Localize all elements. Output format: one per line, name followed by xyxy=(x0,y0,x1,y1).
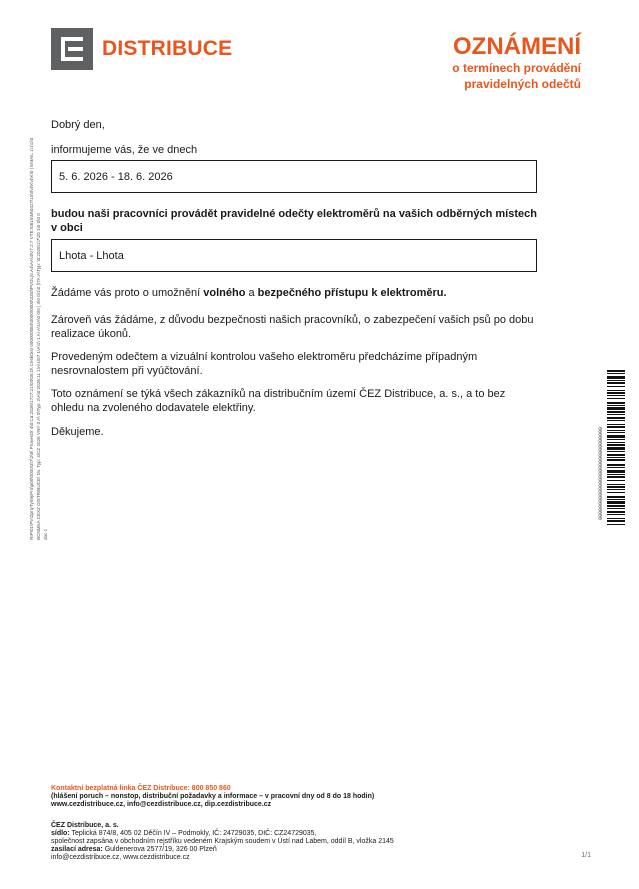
barcode-bar xyxy=(607,398,625,399)
barcode-bar xyxy=(607,407,625,410)
greeting: Dobrý den, xyxy=(51,119,105,131)
municipality: Lhota - Lhota xyxy=(59,249,124,262)
date-range-box xyxy=(51,160,537,193)
barcode-bar xyxy=(607,382,625,384)
barcode-bar xyxy=(607,459,625,461)
barcode-bar xyxy=(607,405,625,406)
side-code-line-1: RIP\01\PV\ZpnyTy\MyPro\p00\0000\3\7\2\8\ ProvesDt 4\0:Ca:2026\1727:21\04\05:D\ CeskDist 000000084\0000\0000\33\0\PVOL|0.A4\AA\4\V7.2.7 VTE:\0815\M\0427\15\0\4\K\4\K\0 | EMAIL 1\1\1\0 xyxy=(29,137,34,540)
access-request xyxy=(51,286,537,300)
date-range: 5. 6. 2026 - 18. 6. 2026 xyxy=(59,170,173,183)
footer-web-links[interactable]: www.cezdistribuce.cz, info@cezdistribuce.cz, dip.cezdistribuce.cz xyxy=(51,801,272,808)
seat-label: sídlo: xyxy=(51,830,70,837)
postal-value: Guldenerova 2577/19, 326 00 Plzeň xyxy=(102,846,217,853)
footer xyxy=(51,785,471,862)
company-name: ČEZ Distribuce, a. s. xyxy=(51,822,119,829)
barcode-bar xyxy=(607,499,625,500)
barcode-bar xyxy=(607,395,625,396)
thanks: Děkujeme. xyxy=(51,426,104,438)
barcode-bar xyxy=(607,392,625,394)
barcode-bar xyxy=(607,508,625,509)
document-subtitle-1: o termínech provádění xyxy=(452,61,581,75)
barcode-bar xyxy=(607,447,625,450)
barcode-bar xyxy=(607,520,625,522)
barcode-bar xyxy=(607,439,625,440)
barcode-bar xyxy=(607,496,625,498)
document-heading xyxy=(452,34,581,92)
barcode-bar xyxy=(607,435,625,438)
document-subtitle-2: pravidelných odečtů xyxy=(464,77,581,91)
hotline: Kontaktní bezplatná linka ČEZ Distribuce: 800 850 860 xyxy=(51,785,231,792)
access-request-and: a xyxy=(245,287,258,299)
side-code-line-3: doc 1 xyxy=(43,528,48,540)
barcode-bar xyxy=(607,402,625,404)
barcode-bar xyxy=(607,442,625,443)
inspection-note: Provedeným odečtem a vizuální kontrolou vašeho elektroměru předcházíme případným nesrovnalostem při vyúčtování. xyxy=(51,351,478,377)
side-tracking-code xyxy=(28,40,49,540)
barcode-bar xyxy=(607,426,625,428)
barcode-bar xyxy=(607,420,625,421)
barcode-bar xyxy=(607,492,625,493)
page-number: 1/1 xyxy=(581,852,591,859)
barcode-bar xyxy=(607,457,625,458)
barcode-bar xyxy=(607,476,625,478)
postal-address xyxy=(51,846,471,854)
barcode-bar xyxy=(607,489,625,490)
dogs-request: Zároveň vás žádáme, z důvodu bezpečnosti našich pracovníků, o zabezpečení vašich psů po dobu realizace úkonů. xyxy=(51,314,534,340)
company-seat xyxy=(51,830,471,838)
letter-body xyxy=(51,118,537,439)
municipality-box xyxy=(51,239,537,272)
barcode-bar xyxy=(607,370,625,372)
document-title: OZNÁMENÍ xyxy=(453,33,581,60)
barcode-bar xyxy=(607,424,625,425)
barcode-bar xyxy=(607,380,625,381)
access-request-pre: Žádáme vás proto o umožnění xyxy=(51,287,204,299)
barcode-bar xyxy=(607,524,625,525)
barcode-bar xyxy=(607,511,625,513)
seat-value: Teplická 874/8, 405 02 Děčín IV – Podmokly, IČ: 24729035, DIČ: CZ24729035, xyxy=(69,830,317,837)
barcode-bar xyxy=(607,390,625,391)
barcode-bar xyxy=(607,386,625,387)
barcode-bar xyxy=(607,451,625,452)
access-request-free: volného xyxy=(203,287,246,299)
barcode-bar xyxy=(607,454,625,456)
brand-name: DISTRIBUCE xyxy=(102,37,233,60)
intro-text: informujeme vás, že ve dnech xyxy=(51,144,198,156)
cez-logo xyxy=(51,28,232,70)
barcode-bar xyxy=(607,430,625,431)
barcode-bar xyxy=(607,373,625,374)
barcode-bar xyxy=(607,467,625,468)
barcode-bar xyxy=(607,417,625,419)
company-registry: společnost zapsána v obchodním rejstříku vedeném Krajským soudem v Ústí nad Labem, oddíl B, vložka 2145 xyxy=(51,838,394,845)
cez-logo-icon xyxy=(51,28,93,70)
postal-label: zasílací adresa: xyxy=(51,846,103,853)
barcode-bar xyxy=(607,474,625,475)
barcode-bar xyxy=(607,444,625,446)
barcode-bar xyxy=(607,414,625,415)
barcode-bar xyxy=(607,486,625,488)
readings-statement: budou naši pracovníci provádět pravidelné odečty elektroměrů na vašich odběrných místech v obci xyxy=(51,208,537,234)
scope-note: Toto oznámení se týká všech zákazníků na distribučním území ČEZ Distribuce, a. s., a to bez ohledu na zvoleného dodavatele elektřiny. xyxy=(51,388,506,414)
barcode-bar xyxy=(607,470,625,473)
barcode-bar xyxy=(607,505,625,507)
barcode xyxy=(597,370,625,526)
hotline-note: (hlášení poruch – nonstop, distribuční požadavky a informace – v pracovní dny od 8 do 18 hodin) xyxy=(51,793,375,800)
barcode-number: 0000000000000000000000000000000 xyxy=(598,426,604,520)
barcode-bar xyxy=(607,411,625,413)
barcode-bar xyxy=(607,480,625,481)
barcode-bar xyxy=(607,518,625,519)
barcode-bar xyxy=(607,432,625,433)
barcode-bar xyxy=(607,514,625,515)
access-request-safe: bezpečného přístupu k elektroměru. xyxy=(257,287,447,299)
barcode-bar xyxy=(607,464,625,466)
barcode-bar xyxy=(607,484,625,485)
footer-contact[interactable]: info@cezdistribuce.cz, www.cezdistribuce.cz xyxy=(51,854,190,861)
side-code-line-2: BCNMXA CEXZ DISTRIBUCE\ Dv. Typ: 4\CZ 2026 VNY 0 A\ 0\Typ: 2\A\0:2026:11 1\A\1\07 1\A\1\-1 A\ A\1\A\0 0\0 | 4\0 0\1\0 |\7A:A\Typ: \0:2026\1\7\20 1\0 0\0 0 xyxy=(36,213,41,540)
barcode-bar xyxy=(607,501,625,504)
barcode-bar xyxy=(607,376,625,379)
